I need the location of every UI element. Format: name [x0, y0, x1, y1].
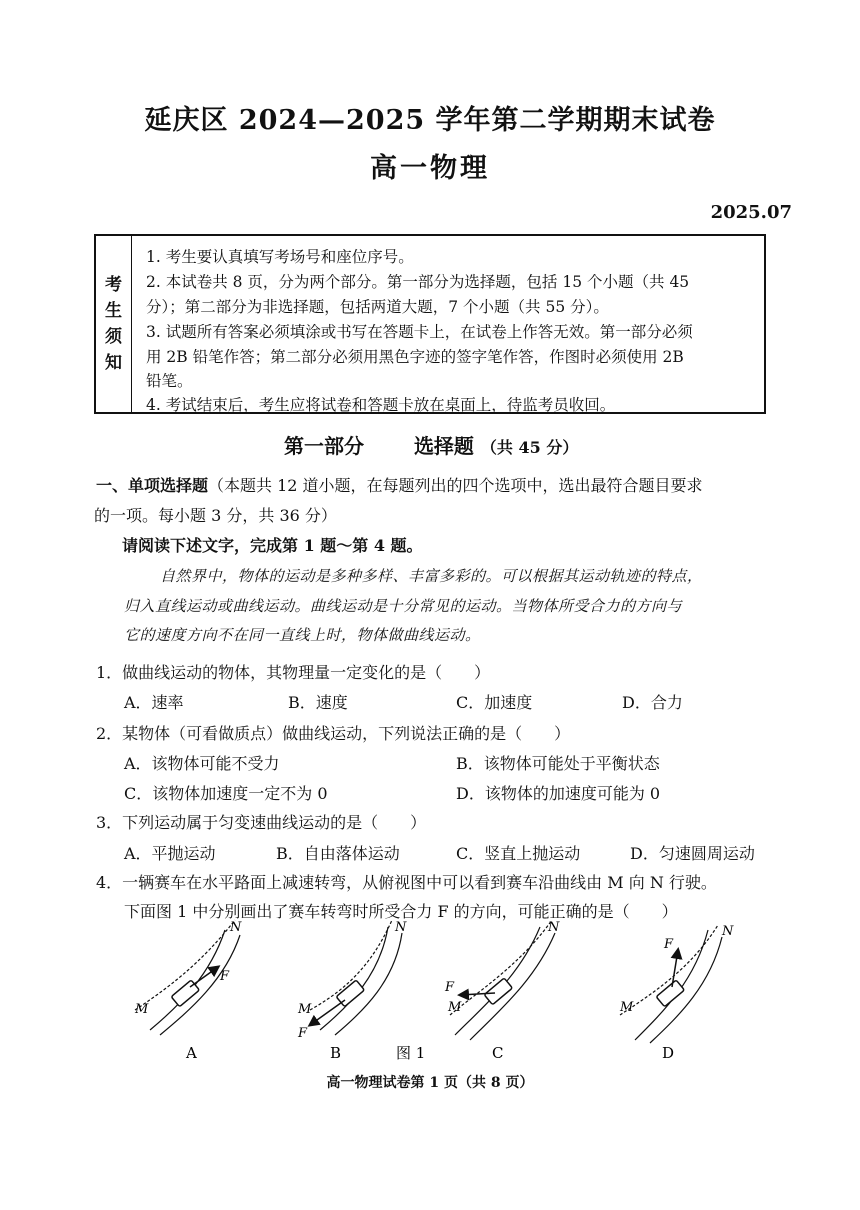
question-stem: 4．一辆赛车在水平路面上减速转弯，从俯视图中可以看到赛车沿曲线由 M 向 N 行驶。 [96, 873, 717, 892]
option-c: C．竖直上抛运动 [456, 844, 581, 863]
reading-instruction: 请阅读下述文字，完成第 1 题～第 4 题。 [122, 536, 423, 555]
page-footer: 高一物理试卷第 1 页（共 8 页） [326, 1075, 534, 1091]
option-d: D．该物体的加速度可能为 0 [456, 784, 661, 803]
figure-panel-b [297, 920, 407, 1062]
figure-1 [0, 915, 860, 1065]
question-stem: 2．某物体（可看做质点）做曲线运动，下列说法正确的是（ ） [96, 724, 571, 743]
panel-label: D [662, 1044, 675, 1062]
reading-line: 它的速度方向不在同一直线上时，物体做曲线运动。 [124, 626, 481, 644]
section-title: 一、单项选择题 [96, 476, 209, 495]
figure-panel-d [619, 924, 734, 1062]
notice-line: 4. 考试结束后，考生应将试卷和答题卡放在桌面上，待监考员收回。 [146, 396, 616, 414]
section-intro [96, 473, 703, 496]
candidate-notice-box [94, 234, 766, 414]
panel-label: B [330, 1044, 342, 1062]
section-desc-cont: 的一项。每小题 3 分，共 36 分） [94, 506, 337, 525]
section-desc: （本题共 12 道小题，在每题列出的四个选项中，选出最符合题目要求 [208, 476, 703, 495]
reading-line: 自然界中，物体的运动是多种多样、丰富多彩的。可以根据其运动轨迹的特点， [160, 567, 703, 585]
question-stem-cont: 下面图 1 中分别画出了赛车转弯时所受合力 F 的方向，可能正确的是（ ） [124, 902, 678, 921]
notice-label-char: 生 [105, 301, 122, 321]
notice-label-char: 须 [105, 327, 122, 347]
exam-subject: 高一物理 [370, 153, 490, 184]
notice-line: 分）；第二部分为非选择题，包括两道大题，7 个小题（共 55 分）。 [146, 298, 609, 316]
point-n-label: N [230, 920, 242, 935]
notice-label [96, 236, 132, 412]
point-n-label: N [548, 920, 560, 935]
force-label: F [298, 1026, 308, 1041]
option-b: B．速度 [288, 693, 348, 712]
part-points: （共 45 分） [480, 438, 579, 457]
force-label: F [445, 980, 455, 995]
option-b: B．该物体可能处于平衡状态 [456, 754, 660, 773]
notice-line: 3. 试题所有答案必须填涂或书写在答题卡上，在试卷上作答无效。第一部分必须 [146, 323, 693, 341]
panel-label: C [492, 1044, 504, 1062]
notice-label-char: 考 [105, 275, 122, 295]
question-stem: 3．下列运动属于匀变速曲线运动的是（ ） [96, 813, 427, 832]
figure-panel-a [134, 920, 242, 1062]
notice-line: 1. 考生要认真填写考场号和座位序号。 [146, 248, 414, 266]
force-label: F [220, 969, 230, 984]
notice-line: 用 2B 铅笔作答；第二部分必须用黑色字迹的签字笔作答，作图时必须使用 2B [146, 348, 684, 366]
option-c: C．该物体加速度一定不为 0 [124, 784, 328, 803]
option-c: C．加速度 [456, 693, 533, 712]
notice-line: 2. 本试卷共 8 页，分为两个部分。第一部分为选择题，包括 15 个小题（共 45 [146, 273, 690, 291]
point-n-label: N [395, 920, 407, 935]
option-d: D．合力 [622, 693, 683, 712]
option-a: A．该物体可能不受力 [124, 754, 280, 773]
panel-label: A [186, 1044, 197, 1062]
option-d: D．匀速圆周运动 [630, 844, 755, 863]
option-a: A．速率 [124, 693, 184, 712]
option-b: B．自由落体运动 [276, 844, 400, 863]
option-a: A．平抛运动 [124, 844, 216, 863]
notice-line: 铅笔。 [146, 372, 193, 390]
part-title: 第一部分 [284, 434, 364, 458]
point-n-label: N [722, 924, 734, 939]
figure-caption: 图 1 [396, 1044, 426, 1062]
exam-title: 延庆区 2024—2025 学年第二学期期末试卷 [144, 105, 716, 136]
question-stem: 1．做曲线运动的物体，其物理量一定变化的是（ ） [96, 663, 491, 682]
force-label: F [664, 937, 674, 952]
part-type: 选择题 [413, 434, 474, 458]
part-heading [284, 430, 578, 459]
notice-label-char: 知 [105, 353, 122, 373]
point-m-label: M [298, 1002, 312, 1017]
point-m-label: M [135, 1002, 149, 1017]
exam-date: 2025.07 [710, 202, 792, 223]
reading-line: 归入直线运动或曲线运动。曲线运动是十分常见的运动。当物体所受合力的方向与 [124, 597, 683, 615]
figure-panel-c [444, 920, 560, 1062]
point-m-label: M [448, 1000, 462, 1015]
point-m-label: M [620, 1000, 634, 1015]
